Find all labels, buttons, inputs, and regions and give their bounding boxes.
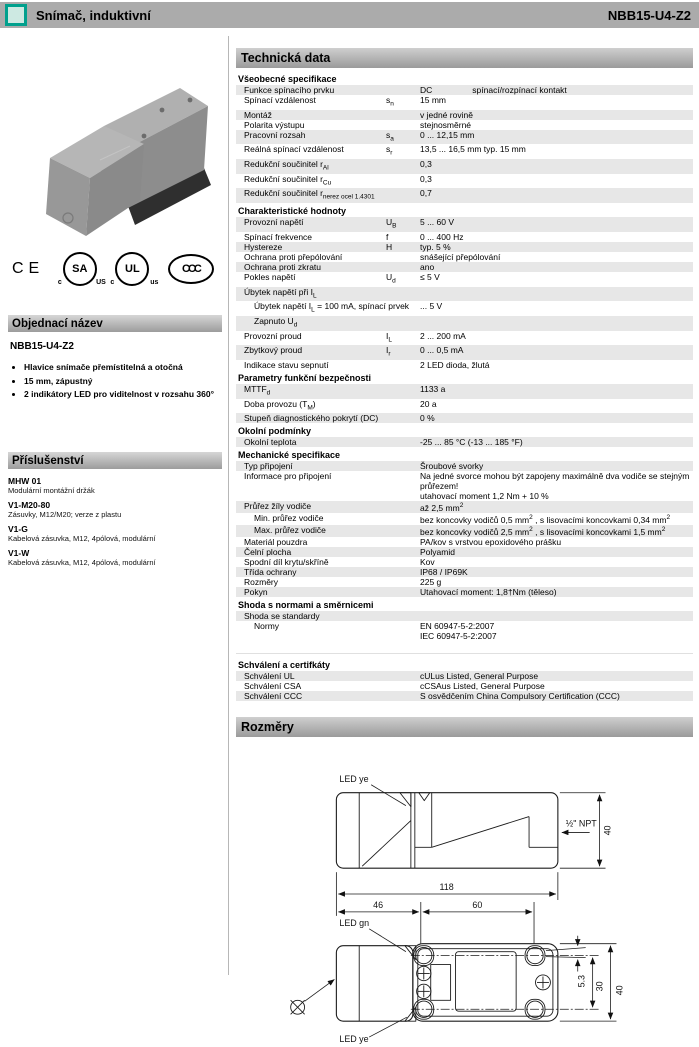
accessory-desc: Modulární montážní držák [8, 486, 95, 495]
spec-value: -25 ... 85 °C (-13 ... 185 °F) [420, 437, 523, 448]
spec-label: Redukční součinitel $r_{Cu}$ [244, 173, 332, 187]
ccc-mark-icon: CCC [168, 254, 214, 284]
spec-row [236, 252, 693, 262]
spec-value: S osvědčením China Compulsory Certification (CCC) [420, 690, 620, 701]
spec-value: 1133 a [420, 383, 446, 394]
ordering-code: NBB15-U4-Z2 [10, 341, 74, 352]
spec-row [236, 384, 693, 399]
led-ye-bottom-label: LED ye [339, 1033, 369, 1044]
spec-symbol [386, 262, 420, 272]
ordering-bullet: • Hlavice snímače přemístitelná a otočná [24, 362, 222, 373]
spec-symbol [386, 85, 420, 95]
spec-symbol [386, 525, 420, 537]
spec-section-title: Všeobecné specifikace [238, 74, 337, 84]
spec-row [236, 587, 693, 597]
spec-symbol [386, 547, 420, 557]
spec-section-title: Okolní podmínky [238, 426, 312, 437]
spec-value: Polyamid [420, 546, 455, 557]
spec-value: 0 ... 12,15 mm [420, 129, 475, 140]
spec-row [236, 217, 693, 232]
dim-40-top-label: 40 [614, 985, 625, 996]
spec-section-title: Charakteristické hodnoty [238, 206, 347, 217]
spec-value: v jedné rovině [420, 109, 473, 120]
spec-row [236, 525, 693, 537]
spec-value [420, 287, 693, 302]
spec-row [236, 159, 693, 174]
spec-row [236, 287, 693, 302]
accessories-list [8, 476, 222, 567]
ce-mark-icon: CE [12, 260, 45, 277]
spec-value: ano [420, 261, 435, 272]
accessory-item [8, 524, 222, 543]
spec-label: $MTTF_d$ [244, 383, 271, 397]
spec-value: až 2,5 $mm^2$ [420, 502, 464, 514]
dim-40-side-label: 40 [602, 825, 613, 836]
spec-symbol [386, 316, 420, 331]
spec-value: IP68 / IP69K [420, 566, 468, 577]
spec-symbol [386, 501, 420, 513]
spec-value: Šroubové svorky [420, 461, 484, 472]
product-photo [12, 48, 217, 244]
dim-53-label: 5.3 [576, 974, 587, 988]
spec-symbol [386, 437, 420, 447]
spec-value: 0,7 [420, 188, 432, 199]
spec-value: PA/kov s vrstvou epoxidového prášku [420, 536, 562, 547]
spec-label: Min. průřez vodiče [254, 513, 324, 524]
spec-value: Utahovací moment: 1,8†Nm (těleso) [420, 586, 557, 597]
spec-value: 5 ... 60 V [420, 217, 455, 228]
spec-symbol [386, 691, 420, 701]
spec-label: Ochrana proti přepólování [244, 251, 343, 262]
spec-label: Zapnuto $U_d$ [254, 315, 298, 329]
spec-symbol [386, 681, 420, 691]
spec-value: EN 60947-5-2:2007 IEC 60947-5-2:2007 [420, 620, 497, 641]
column-divider [228, 36, 229, 975]
spec-label: Třída ochrany [244, 566, 297, 577]
spec-row [236, 331, 693, 346]
spec-symbol [386, 557, 420, 567]
spec-value: DC spínací/rozpínací kontakt [420, 85, 567, 95]
accessory-desc: Kabelová zásuvka, M12, 4pólová, modulární [8, 534, 156, 543]
spec-symbol [386, 110, 420, 120]
accessory-item [8, 548, 222, 567]
spec-symbol [386, 587, 420, 597]
spec-row [236, 621, 693, 641]
accessory-item [8, 476, 222, 495]
spec-label: Úbytek napětí $I_L = 100$ mA, spínací prvek [254, 301, 410, 314]
spec-value: 0 % [420, 413, 435, 424]
csa-mark-icon: SA c US [63, 252, 97, 286]
accessory-desc: Kabelová zásuvka, M12, 4pólová, modulární [8, 558, 156, 567]
spec-row [236, 174, 693, 189]
spec-symbol [386, 513, 420, 525]
dim-60-label: 60 [472, 899, 483, 910]
spec-symbol [386, 384, 420, 399]
spec-value: bez koncovky vodičů 0,5 $mm^2$ , s lisovacími koncovkami 0,34 $mm^2$ [420, 514, 671, 525]
spec-row [236, 232, 693, 242]
spec-row [236, 188, 693, 203]
ul-mark-icon: UL c us [115, 252, 149, 286]
spec-label: Úbytek napětí při $I_L$ [244, 286, 317, 300]
spec-label: Ochrana proti zkratu [244, 261, 322, 272]
spec-value: 15 mm [420, 95, 446, 105]
brand-mark-icon [5, 4, 27, 26]
spec-row [236, 262, 693, 272]
spec-symbol: $U_d$ [386, 271, 396, 285]
spec-label: Okolní teplota [244, 437, 297, 448]
spec-symbol [386, 120, 420, 130]
spec-label: Spínací frekvence [244, 231, 313, 242]
npt-label: ½" NPT [565, 818, 597, 829]
spec-label: Max. průřez vodiče [254, 524, 326, 535]
spec-row [236, 461, 693, 471]
spec-label: Informace pro připojení [244, 471, 332, 482]
spec-row [236, 85, 693, 95]
spec-value: Kov [420, 556, 435, 567]
spec-row [236, 501, 693, 513]
spec-symbol [386, 360, 420, 370]
spec-row [236, 413, 693, 423]
header-product-code: NBB15-U4-Z2 [607, 7, 691, 23]
spec-symbol: $I_r$ [386, 345, 391, 358]
spec-label: Typ připojení [244, 461, 293, 472]
spec-value: 0 ... 0,5 mA [420, 345, 464, 356]
spec-label: Indikace stavu sepnutí [244, 359, 329, 370]
led-gn-label: LED gn [339, 917, 370, 928]
spec-row [236, 272, 693, 287]
spec-value: ≤ 5 V [420, 271, 440, 282]
spec-row [236, 691, 693, 701]
certification-marks [12, 250, 214, 288]
dimension-drawing [236, 751, 693, 1047]
spec-label: Schválení CCC [244, 690, 303, 701]
spec-label: Provozní proud [244, 330, 302, 341]
spec-value-2: spínací/rozpínací kontakt [472, 85, 567, 95]
page-header [0, 2, 699, 28]
ordering-bullets [8, 362, 222, 400]
dimensions-heading: Rozměry [236, 717, 693, 737]
spec-symbol [386, 413, 420, 423]
spec-label: Spínací vzdálenost [244, 95, 316, 105]
spec-symbol: H [386, 241, 393, 252]
spec-label: Schválení CSA [244, 680, 302, 691]
led-ye-top-label: LED ye [339, 773, 369, 784]
spec-row [236, 130, 693, 145]
spec-label: Čelní plocha [244, 546, 292, 557]
spec-label: Materiál pouzdra [244, 536, 308, 547]
spec-value [420, 316, 693, 331]
spec-row [236, 671, 693, 681]
spec-value: cULus Listed, General Purpose [420, 670, 539, 681]
main-content [236, 48, 693, 1047]
spec-label: Zbytkový proud [244, 345, 303, 356]
spec-value [420, 611, 693, 621]
spec-table [236, 71, 693, 701]
spec-value: Na jedné svorce mohou být zapojeny maximálně dva vodiče se stejným průřezem! utahovací moment 1,2 Nm + 10 % [420, 471, 690, 502]
spec-label: Spodní díl krytu/skříně [244, 556, 329, 567]
spec-value: snášející přepólování [420, 251, 501, 262]
spec-symbol [386, 252, 420, 262]
spec-symbol [386, 671, 420, 681]
spec-row [236, 567, 693, 577]
spec-symbol: $s_a$ [386, 129, 394, 143]
spec-value: 2 ... 200 mA [420, 330, 466, 341]
spec-row [236, 120, 693, 130]
ordering-section [8, 315, 222, 403]
spec-section-title: Mechanické specifikace [238, 450, 341, 461]
spec-row [236, 144, 693, 159]
spec-value: cCSAus Listed, General Purpose [420, 680, 545, 691]
spec-label: Pracovní rozsah [244, 129, 306, 140]
spec-symbol: $I_L$ [386, 330, 392, 344]
spec-row [236, 513, 693, 525]
dim-46-label: 46 [373, 899, 384, 910]
spec-symbol [386, 577, 420, 587]
technical-data-heading: Technická data [236, 48, 693, 68]
spec-row [236, 360, 693, 370]
spec-label: Průřez žíly vodiče [244, 501, 312, 512]
spec-label: Doba provozu $(T_M)$ [244, 398, 316, 412]
spec-section-title: Schválení a certifkáty [236, 653, 693, 671]
spec-symbol [386, 399, 420, 414]
spec-value: 20 a [420, 398, 437, 409]
spec-section-title: Parametry funkční bezpečnosti [238, 372, 372, 383]
spec-label: Pokyn [244, 586, 268, 597]
spec-value: bez koncovky vodičů 2,5 $mm^2$ , s lisovacími koncovkami 1,5 $mm^2$ [420, 525, 666, 537]
spec-value: ... 5 V [420, 301, 443, 312]
sensor-photo-art [12, 48, 217, 243]
spec-symbol [386, 159, 420, 174]
spec-row [236, 557, 693, 567]
spec-symbol [386, 537, 420, 547]
ordering-bullet: • 2 indikátory LED pro viditelnost v rozsahu 360° [24, 389, 222, 400]
spec-label: Hystereze [244, 241, 283, 252]
spec-symbol: f [386, 231, 389, 242]
spec-label: Normy [254, 620, 280, 631]
spec-value: 13,5 ... 16,5 mm typ. 15 mm [420, 144, 526, 155]
spec-label: Polarita výstupu [244, 119, 305, 130]
spec-value: 0,3 [420, 173, 432, 184]
spec-symbol [386, 461, 420, 471]
spec-label: Shoda se standardy [244, 610, 320, 621]
spec-row [236, 577, 693, 587]
spec-row [236, 611, 693, 621]
spec-symbol [386, 611, 420, 621]
spec-row [236, 399, 693, 414]
spec-symbol [386, 567, 420, 577]
spec-row [236, 242, 693, 252]
dim-118-label: 118 [439, 881, 454, 892]
accessory-name: V1-W [8, 548, 30, 558]
accessories-heading: Příslušenství [8, 452, 222, 469]
spec-value: 0 ... 400 Hz [420, 231, 464, 242]
spec-row [236, 95, 693, 110]
spec-label: Pokles napětí [244, 271, 296, 282]
accessory-desc: Zásuvky, M12/M20; verze z plastu [8, 510, 122, 519]
spec-label: Schválení UL [244, 670, 295, 681]
spec-row [236, 547, 693, 557]
spec-symbol [386, 287, 420, 302]
spec-section-title: Shoda s normami a směrnicemi [238, 599, 374, 610]
spec-symbol: $s_n$ [386, 95, 394, 108]
spec-symbol [386, 471, 420, 501]
spec-row [236, 681, 693, 691]
spec-row [236, 301, 693, 316]
spec-row [236, 110, 693, 120]
accessory-name: V1-G [8, 524, 28, 534]
spec-row [236, 316, 693, 331]
spec-label: Montáž [244, 109, 272, 120]
spec-symbol: $U_B$ [386, 217, 397, 230]
spec-row [236, 345, 693, 360]
spec-label: Provozní napětí [244, 217, 304, 228]
spec-label: Rozměry [244, 576, 279, 587]
accessory-name: V1-M20-80 [8, 500, 51, 510]
spec-row [236, 471, 693, 501]
spec-value: 0,3 [420, 159, 432, 170]
spec-label: Funkce spínacího prvku [244, 85, 335, 95]
spec-value: stejnosměrné [420, 119, 472, 130]
spec-symbol [386, 188, 420, 203]
spec-label: Stupeň diagnostického pokrytí (DC) [244, 413, 379, 424]
spec-symbol [386, 621, 420, 641]
accessory-item [8, 500, 222, 519]
spec-symbol: $s_r$ [386, 144, 393, 158]
spec-value: typ. 5 % [420, 241, 451, 252]
accessories-section [8, 452, 222, 572]
ordering-bullet: • 15 mm, zápustný [24, 376, 222, 387]
spec-row [236, 537, 693, 547]
ordering-heading: Objednací název [8, 315, 222, 332]
spec-row [236, 437, 693, 447]
spec-symbol [386, 174, 420, 189]
spec-value: 2 LED dioda, žlutá [420, 359, 490, 370]
spec-label: Redukční součinitel $r_{nerez ocel 1.4301}$ [244, 188, 375, 202]
page-title: Snímač, induktivní [36, 7, 151, 23]
spec-value: 225 g [420, 576, 442, 587]
dim-30-label: 30 [594, 981, 605, 992]
spec-label: Redukční součinitel $r_{Al}$ [244, 159, 329, 172]
accessory-name: MHW 01 [8, 476, 42, 486]
spec-label: Reálná spínací vzdálenost [244, 144, 344, 155]
